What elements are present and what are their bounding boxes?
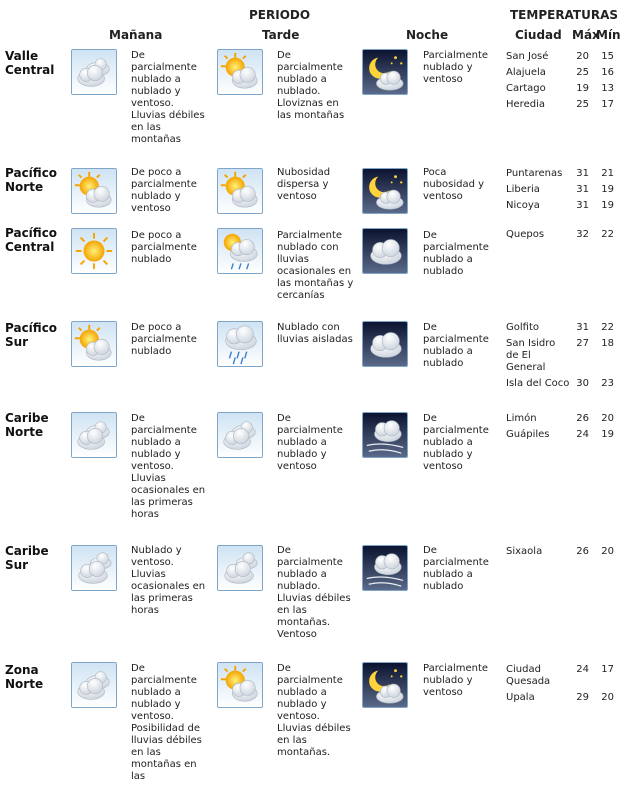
temp-max: 31 xyxy=(576,200,589,211)
city-name: Golfito xyxy=(506,322,539,333)
night-cloud-wind-icon xyxy=(362,545,408,591)
city-name: Guápiles xyxy=(506,429,550,440)
city-name: Quepos xyxy=(506,229,545,240)
temp-max: 25 xyxy=(576,99,589,110)
afternoon-forecast-text: Nubosidad dispersa y ventoso xyxy=(277,167,331,202)
night-cloud-icon xyxy=(362,321,408,367)
temp-min: 19 xyxy=(601,429,614,440)
header-manana: Mañana xyxy=(109,28,163,42)
temp-max: 32 xyxy=(576,229,589,240)
night-forecast-text: De parcialmente nublado a nublado y ventoso xyxy=(423,413,489,472)
header-ciudad: Ciudad xyxy=(515,28,562,42)
region-name: Valle Central xyxy=(5,49,55,77)
temp-max: 25 xyxy=(576,67,589,78)
partly-cloudy-rain-icon xyxy=(71,412,117,458)
temp-min: 19 xyxy=(601,200,614,211)
header-noche: Noche xyxy=(406,28,449,42)
morning-forecast-text: De parcialmente nublado a nublado y ventoso. Posibilidad de lluvias débiles en las montañas en las xyxy=(131,663,202,782)
night-forecast-text: Parcialmente nublado y ventoso xyxy=(423,50,489,85)
temp-max: 29 xyxy=(576,692,589,703)
header-min: Mín xyxy=(596,28,621,42)
temp-min: 20 xyxy=(601,413,614,424)
temp-min: 16 xyxy=(601,67,614,78)
partly-cloudy-rain-icon xyxy=(217,412,263,458)
city-name: Puntarenas xyxy=(506,168,563,179)
moon-cloud-icon xyxy=(362,662,408,708)
city-name: San José xyxy=(506,51,549,62)
night-forecast-text: De parcialmente nublado a nublado xyxy=(423,230,489,277)
temp-max: 24 xyxy=(576,429,589,440)
night-cloud-wind-icon xyxy=(362,412,408,458)
city-name: San Isidro de El General xyxy=(506,338,556,373)
sun-cloud-icon xyxy=(217,49,263,95)
morning-forecast-text: De parcialmente nublado a nublado y ventoso. Lluvias débiles en las montañas xyxy=(131,50,205,145)
region-name: Caribe Sur xyxy=(5,544,49,572)
morning-forecast-text: De poco a parcialmente nublado y ventoso xyxy=(131,167,197,214)
night-forecast-text: Poca nubosidad y ventoso xyxy=(423,167,485,202)
afternoon-forecast-text: Nublado con lluvias aisladas xyxy=(277,322,353,345)
temp-max: 19 xyxy=(576,83,589,94)
region-name: Pacífico Sur xyxy=(5,321,58,349)
temp-max: 24 xyxy=(576,664,589,675)
morning-forecast-text: De poco a parcialmente nublado xyxy=(131,230,197,265)
afternoon-forecast-text: De parcialmente nublado a nublado y ventoso xyxy=(277,413,343,472)
temp-max: 26 xyxy=(576,413,589,424)
temp-min: 21 xyxy=(601,168,614,179)
cloudy-icon xyxy=(71,545,117,591)
afternoon-forecast-text: De parcialmente nublado a nublado. Lluvias débiles en las montañas. Ventoso xyxy=(277,545,351,640)
morning-forecast-text: De poco a parcialmente nublado xyxy=(131,322,197,357)
sun-cloud-icon xyxy=(217,662,263,708)
temp-min: 18 xyxy=(601,338,614,349)
sun-cloud-rain-icon xyxy=(217,228,263,274)
region-name: Pacífico Central xyxy=(5,226,58,254)
header-temperaturas: TEMPERATURAS xyxy=(510,8,619,22)
night-cloud-icon xyxy=(362,228,408,274)
region-name: Pacífico Norte xyxy=(5,166,58,194)
night-forecast-text: De parcialmente nublado a nublado xyxy=(423,322,489,369)
sun-cloud-icon xyxy=(71,168,117,214)
moon-cloud-icon xyxy=(362,168,408,214)
city-name: Isla del Coco xyxy=(506,378,570,389)
afternoon-forecast-text: Parcialmente nublado con lluvias ocasionales en las montañas y cercanías xyxy=(277,230,354,301)
region-name: Caribe Norte xyxy=(5,411,49,439)
temp-min: 13 xyxy=(601,83,614,94)
moon-cloud-icon xyxy=(362,49,408,95)
temp-min: 15 xyxy=(601,51,614,62)
sun-icon xyxy=(71,228,117,274)
cloudy-icon xyxy=(217,545,263,591)
temp-min: 19 xyxy=(601,184,614,195)
morning-forecast-text: Nublado y ventoso. Lluvias ocasionales en las primeras horas xyxy=(131,545,206,616)
morning-forecast-text: De parcialmente nublado a nublado y ventoso. Lluvias ocasionales en las primeras horas xyxy=(131,413,206,520)
temp-min: 17 xyxy=(601,664,614,675)
temp-min: 20 xyxy=(601,692,614,703)
header-max: Máx xyxy=(572,28,600,42)
temp-max: 31 xyxy=(576,168,589,179)
partly-cloudy-rain-icon xyxy=(71,49,117,95)
city-name: Nicoya xyxy=(506,200,540,211)
city-name: Cartago xyxy=(506,83,546,94)
night-forecast-text: De parcialmente nublado a nublado xyxy=(423,545,489,592)
sun-cloud-icon xyxy=(71,321,117,367)
city-name: Ciudad Quesada xyxy=(506,664,551,687)
temp-max: 20 xyxy=(576,51,589,62)
city-name: Liberia xyxy=(506,184,540,195)
temp-max: 31 xyxy=(576,322,589,333)
header-periodo: PERIODO xyxy=(249,8,311,22)
temp-max: 31 xyxy=(576,184,589,195)
temp-max: 26 xyxy=(576,546,589,557)
city-name: Upala xyxy=(506,692,535,703)
city-name: Sixaola xyxy=(506,546,543,557)
temp-max: 30 xyxy=(576,378,589,389)
temp-min: 22 xyxy=(601,229,614,240)
temp-min: 22 xyxy=(601,322,614,333)
afternoon-forecast-text: De parcialmente nublado a nublado y ventoso. Lluvias débiles en las montañas. xyxy=(277,663,351,758)
region-name: Zona Norte xyxy=(5,663,44,691)
temp-min: 23 xyxy=(601,378,614,389)
night-forecast-text: Parcialmente nublado y ventoso xyxy=(423,663,489,698)
city-name: Heredia xyxy=(506,99,545,110)
header-tarde: Tarde xyxy=(262,28,300,42)
temp-min: 17 xyxy=(601,99,614,110)
city-name: Alajuela xyxy=(506,67,546,78)
temp-min: 20 xyxy=(601,546,614,557)
sun-cloud-icon xyxy=(217,168,263,214)
afternoon-forecast-text: De parcialmente nublado a nublado. Lloviznas en las montañas xyxy=(277,50,345,121)
temp-max: 27 xyxy=(576,338,589,349)
partly-cloudy-rain-icon xyxy=(71,662,117,708)
city-name: Limón xyxy=(506,413,537,424)
cloud-rain-icon xyxy=(217,321,263,367)
